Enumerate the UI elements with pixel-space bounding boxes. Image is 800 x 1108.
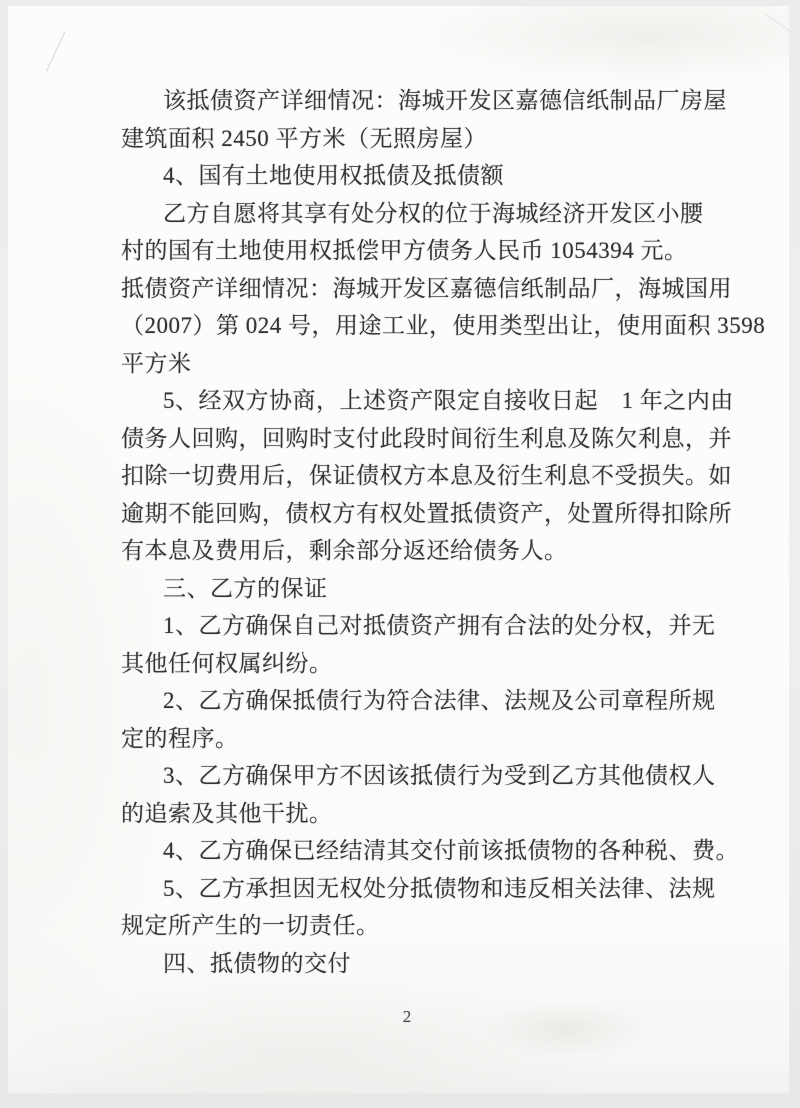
paper-crease-top-left [46, 31, 66, 71]
text-line: 村的国有土地使用权抵偿甲方债务人民币 1054394 元。 [121, 238, 688, 263]
paper-crease-top-right [766, 14, 794, 34]
document-body [121, 82, 766, 982]
text-line: 有本息及费用后，剩余部分返还给债务人。 [121, 538, 568, 563]
text-line: 债务人回购，回购时支付此段时间衍生利息及陈欠利息，并 [121, 425, 732, 451]
text-line: 5、经双方协商，上述资产限定自接收日起 1 年之内由 [163, 388, 734, 413]
text-line: 其他任何权属纠纷。 [121, 650, 333, 676]
text-line: 逾期不能回购，债权方有权处置抵债资产，处置所得扣除所 [121, 500, 732, 526]
text-line: 4、乙方确保已经结清其交付前该抵债物的各种税、费。 [163, 838, 739, 863]
text-line: 扣除一切费用后，保证债权方本息及衍生利息不受损失。如 [121, 463, 732, 488]
text-line: 建筑面积 2450 平方米（无照房屋） [121, 125, 487, 151]
text-line: 三、乙方的保证 [163, 575, 328, 601]
text-line: 4、国有土地使用权抵债及抵债额 [163, 163, 504, 188]
text-line: 四、抵债物的交付 [163, 950, 351, 976]
text-line: 抵债资产详细情况：海城开发区嘉德信纸制品厂，海城国用 [121, 275, 732, 301]
text-line: （2007）第 024 号，用途工业，使用类型出让，使用面积 3598 [121, 313, 766, 338]
text-line: 的追索及其他干扰。 [121, 800, 333, 826]
text-line: 定的程序。 [121, 725, 239, 751]
text-line: 5、乙方承担因无权处分抵债物和违反相关法律、法规 [163, 875, 716, 901]
page-number: 2 [402, 1007, 412, 1026]
text-line: 该抵债资产详细情况：海城开发区嘉德信纸制品厂房屋 [163, 88, 727, 113]
text-line: 乙方自愿将其享有处分权的位于海城经济开发区小腰 [163, 200, 704, 226]
text-line: 2、乙方确保抵债行为符合法律、法规及公司章程所规 [163, 688, 716, 713]
text-line: 3、乙方确保甲方不因该抵债行为受到乙方其他债权人 [163, 763, 716, 788]
text-line: 1、乙方确保自己对抵债资产拥有合法的处分权，并无 [163, 613, 716, 638]
document-page [8, 6, 789, 1093]
text-line: 规定所产生的一切责任。 [121, 913, 380, 938]
text-line: 平方米 [121, 350, 192, 376]
